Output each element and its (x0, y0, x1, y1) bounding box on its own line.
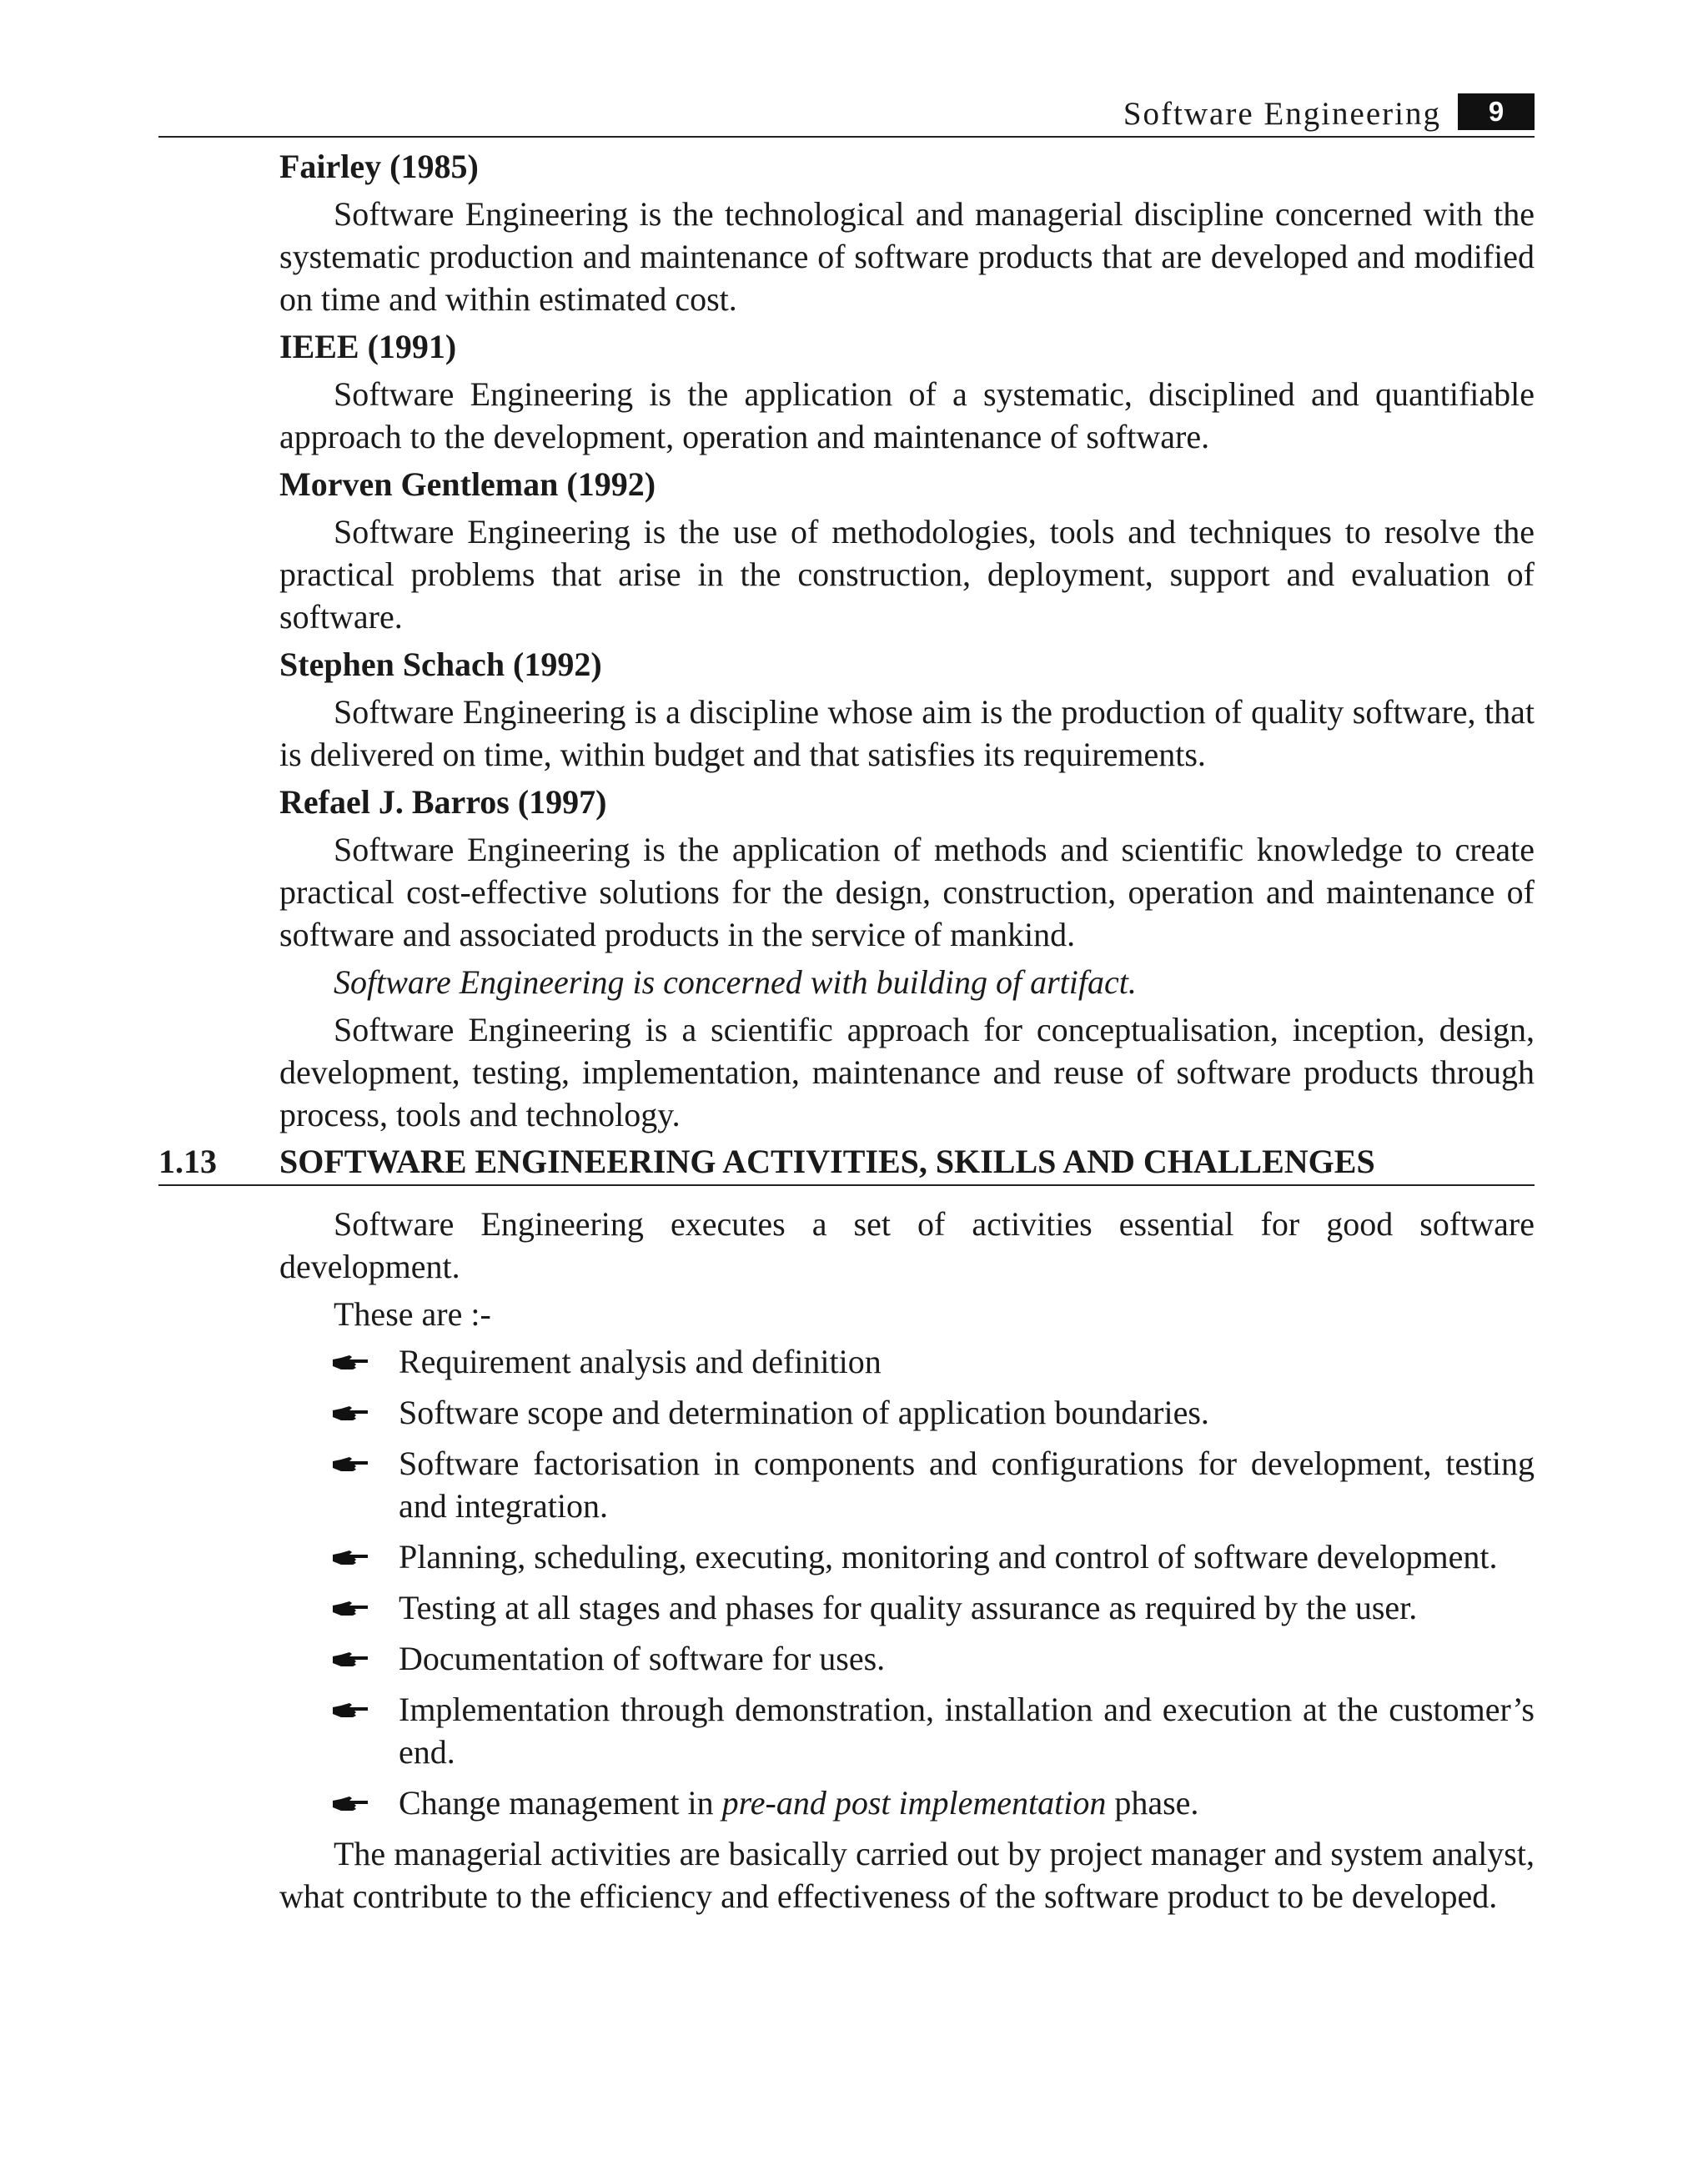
list-item (279, 1340, 1535, 1383)
activity-text: Requirement analysis and definition (399, 1343, 882, 1380)
scientific-note: Software Engineering is a scientific approach for conceptualisation, inception, design, development, testing, implementation, maintenance and reuse of software products through process, tools and technology. (279, 1011, 1535, 1133)
list-item (279, 1688, 1535, 1773)
pointing-hand-icon (331, 1794, 373, 1812)
pointing-hand-icon (331, 1701, 373, 1719)
activity-text: Testing at all stages and phases for quality assurance as required by the user. (399, 1589, 1418, 1626)
pointing-hand-icon (331, 1404, 373, 1422)
definition-text: Software Engineering is a discipline whose aim is the production of quality software, that is delivered on time, within budget and that satisfies its requirements. (279, 693, 1535, 773)
activities-list (279, 1340, 1535, 1824)
pointing-hand-icon (331, 1455, 373, 1473)
activity-emphasis: pre-and post implementation (721, 1784, 1107, 1822)
list-item (279, 1637, 1535, 1680)
section-lead: These are :- (334, 1295, 491, 1333)
page-number: 9 (1458, 93, 1535, 130)
list-item (279, 1535, 1535, 1578)
definition-author: Refael J. Barros (1997) (279, 783, 607, 821)
activity-text-after: phase. (1106, 1784, 1199, 1822)
definition-text: Software Engineering is the technological and managerial discipline concerned with the systematic production and maintenance of software products that are developed and modified on time and within estimated cost. (279, 195, 1535, 318)
page-body (158, 145, 1535, 1922)
running-title: Software Engineering (1123, 96, 1441, 132)
list-item (279, 1586, 1535, 1629)
activity-text: Planning, scheduling, executing, monitoring and control of software development. (399, 1538, 1498, 1575)
definition-text: Software Engineering is the use of methodologies, tools and techniques to resolve the practical problems that arise in the construction, deployment, support and evaluation of software. (279, 513, 1535, 636)
pointing-hand-icon (331, 1599, 373, 1617)
activity-text: Documentation of software for uses. (399, 1640, 886, 1677)
definition-author: IEEE (1991) (279, 328, 457, 365)
activity-text: Software factorisation in components and configurations for development, testing and integration. (399, 1445, 1535, 1525)
activity-text: Software scope and determination of application boundaries. (399, 1394, 1209, 1431)
definition-author: Fairley (1985) (279, 148, 479, 185)
definition-author: Morven Gentleman (1992) (279, 465, 656, 503)
header-rule (158, 136, 1535, 138)
list-item (279, 1782, 1535, 1824)
activity-text: Implementation through demonstration, installation and execution at the customer’s end. (399, 1691, 1535, 1771)
section-number: 1.13 (158, 1143, 217, 1180)
definition-author: Stephen Schach (1992) (279, 646, 602, 683)
section-title: SOFTWARE ENGINEERING ACTIVITIES, SKILLS AND CHALLENGES (279, 1143, 1375, 1180)
pointing-hand-icon (331, 1650, 373, 1668)
pointing-hand-icon (331, 1548, 373, 1566)
artifact-note: Software Engineering is concerned with building of artifact. (334, 963, 1137, 1001)
definition-text: Software Engineering is the application of a systematic, disciplined and quantifiable approach to the development, operation and maintenance of software. (279, 375, 1535, 455)
closing-paragraph: The managerial activities are basically carried out by project manager and system analyst, what contribute to the efficiency and effectiveness of the software product to be developed. (279, 1835, 1535, 1915)
activity-text-before: Change management in (399, 1784, 722, 1822)
pointing-hand-icon (331, 1353, 373, 1371)
running-header (158, 90, 1535, 137)
definition-text: Software Engineering is the application of methods and scientific knowledge to create practical cost-effective solutions for the design, construction, operation and maintenance of software and associated products in the service of mankind. (279, 831, 1535, 953)
section-intro: Software Engineering executes a set of activities essential for good software development. (279, 1205, 1535, 1285)
list-item (279, 1442, 1535, 1527)
section-heading (158, 1141, 1535, 1186)
list-item (279, 1391, 1535, 1434)
